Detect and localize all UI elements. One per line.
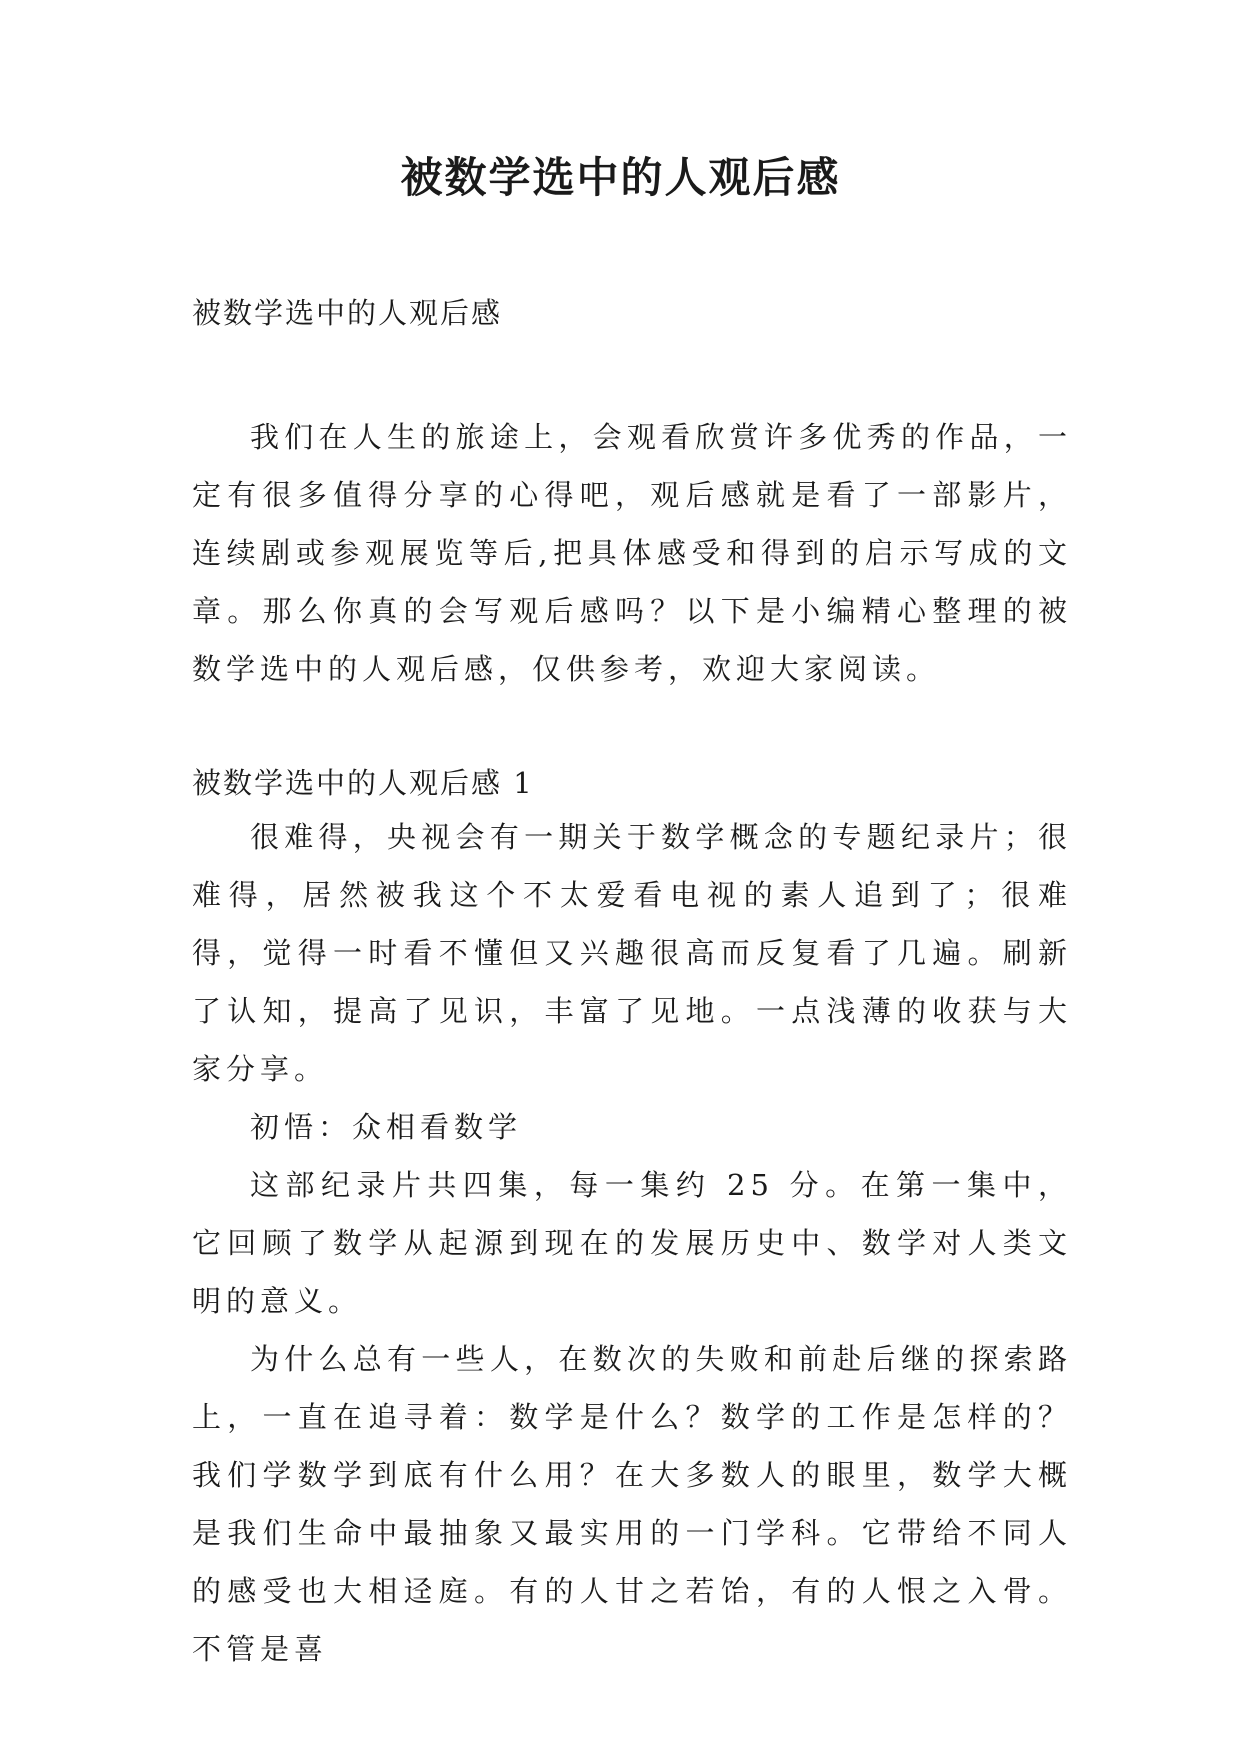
body-paragraph: 很难得，央视会有一期关于数学概念的专题纪录片；很难得，居然被我这个不太爱看电视的素人追到了；很难得，觉得一时看不懂但又兴趣很高而反复看了几遍。刷新了认知，提高了见识，丰富了见地。一点浅薄的收获与大家分享。 — [192, 820, 1072, 1086]
document-subtitle: 被数学选中的人观后感 — [192, 296, 503, 330]
body-subheading: 初悟：众相看数学 — [250, 1110, 523, 1144]
section-body — [192, 808, 1072, 1678]
body-paragraph: 这部纪录片共四集，每一集约 25 分。在第一集中，它回顾了数学从起源到现在的发展历史中、数学对人类文明的意义。 — [192, 1168, 1072, 1318]
intro-paragraph: 我们在人生的旅途上，会观看欣赏许多优秀的作品，一定有很多值得分享的心得吧，观后感就是看了一部影片，连续剧或参观展览等后,把具体感受和得到的启示写成的文章。那么你真的会写观后感吗？以下是小编精心整理的被数学选中的人观后感，仅供参考，欢迎大家阅读。 — [192, 420, 1072, 686]
section-heading: 被数学选中的人观后感 1 — [192, 766, 534, 800]
body-paragraph: 为什么总有一些人，在数次的失败和前赴后继的探索路上，一直在追寻着：数学是什么？数学的工作是怎样的？我们学数学到底有什么用？在大多数人的眼里，数学大概是我们生命中最抽象又最实用的一门学科。它带给不同人的感受也大相迳庭。有的人甘之若饴，有的人恨之入骨。不管是喜 — [192, 1342, 1072, 1666]
document-title: 被数学选中的人观后感 — [400, 153, 841, 202]
intro-block — [192, 408, 1072, 698]
